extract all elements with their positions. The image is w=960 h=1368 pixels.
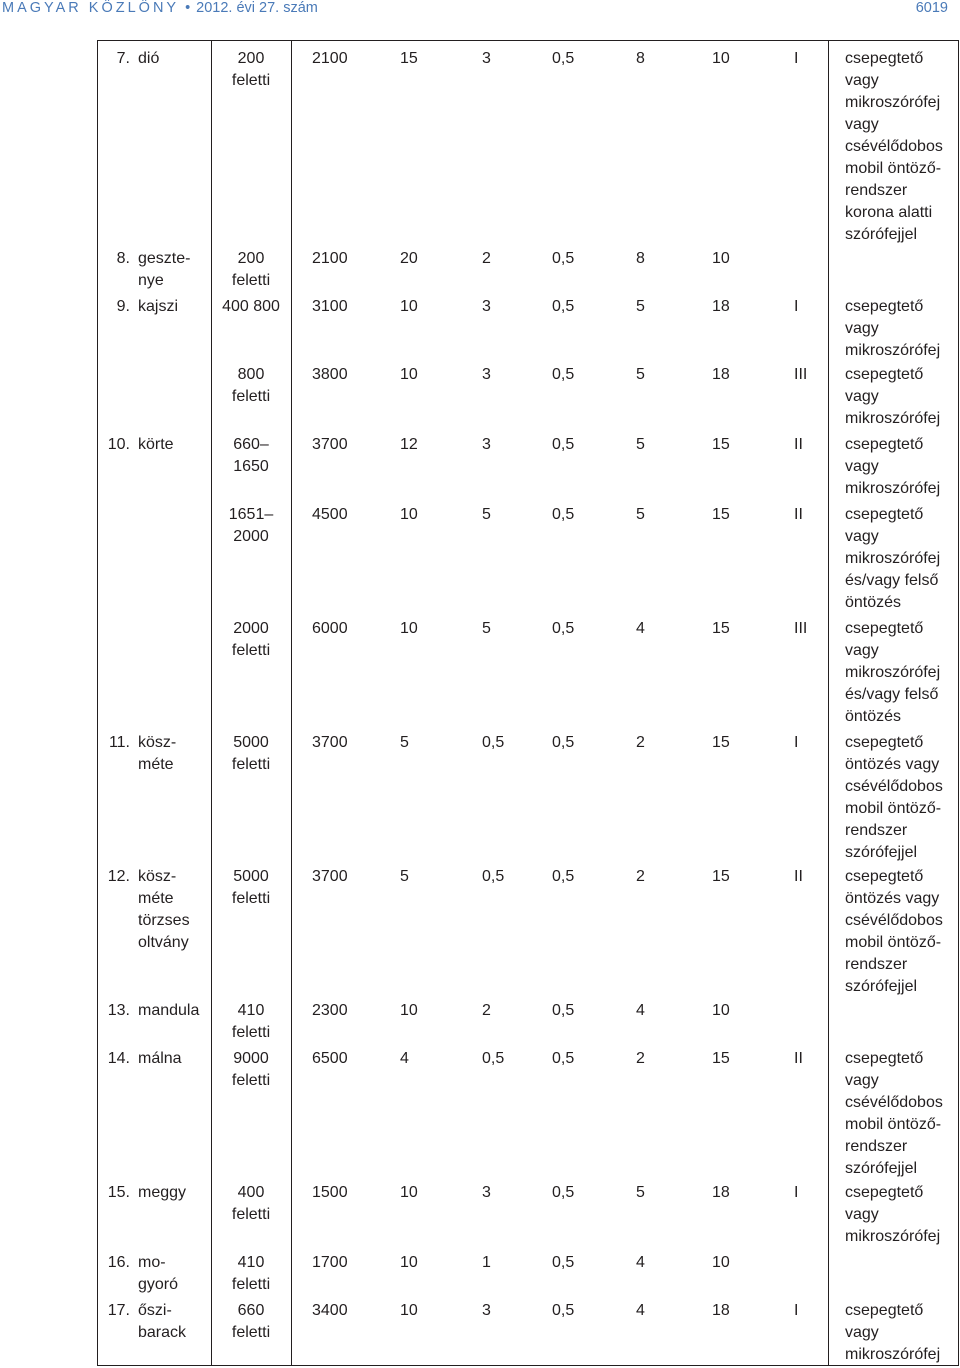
value-cell-v1: 3700 (312, 868, 348, 885)
value-cell-v2: 15 (400, 50, 418, 67)
irrigation-method: csepegtető (845, 868, 924, 885)
tree-count: 2000 (233, 528, 269, 545)
irrigation-method: rendszer (845, 182, 908, 199)
value-cell-v3: 1 (482, 1254, 491, 1271)
tree-count: feletti (231, 1276, 271, 1293)
tree-count: 400 (237, 1184, 265, 1201)
value-cell-v6: 18 (712, 1302, 730, 1319)
irrigation-method: korona alatti (845, 204, 933, 221)
publication-line (2, 0, 318, 16)
class-cell: II (794, 506, 803, 523)
value-cell-v2: 20 (400, 250, 418, 267)
fruit-name: málna (138, 1050, 182, 1067)
value-cell-v6: 15 (712, 868, 730, 885)
irrigation-method: csepegtető (845, 366, 924, 383)
value-cell-v3: 3 (482, 1302, 491, 1319)
value-cell-v5: 5 (636, 298, 645, 315)
irrigation-method: csepegtető (845, 506, 924, 523)
tree-count: feletti (231, 756, 271, 773)
irrigation-method: csepegtető (845, 734, 924, 751)
fruit-name: kösz- (138, 868, 177, 885)
class-cell: III (794, 620, 808, 637)
value-cell-v2: 10 (400, 1254, 418, 1271)
value-cell-v3: 3 (482, 366, 491, 383)
irrigation-method: mikroszórófej (845, 342, 941, 359)
fruit-name: gyoró (138, 1276, 179, 1293)
irrigation-method: öntözés vagy (845, 890, 940, 907)
tree-count: feletti (231, 1206, 271, 1223)
value-cell-v5: 4 (636, 620, 645, 637)
value-cell-v1: 6000 (312, 620, 348, 637)
value-cell-v1: 2100 (312, 250, 348, 267)
irrigation-method: mikroszórófej (845, 1228, 941, 1245)
tree-count: 9000 (233, 1050, 269, 1067)
value-cell-v5: 4 (636, 1254, 645, 1271)
value-cell-v5: 8 (636, 250, 645, 267)
value-cell-v6: 15 (712, 620, 730, 637)
value-cell-v1: 2100 (312, 50, 348, 67)
value-cell-v6: 18 (712, 298, 730, 315)
irrigation-method: csepegtető (845, 620, 924, 637)
tree-count: feletti (231, 72, 271, 89)
value-cell-v5: 4 (636, 1002, 645, 1019)
tree-count: feletti (231, 1024, 271, 1041)
value-cell-v4: 0,5 (552, 250, 575, 267)
irrigation-method: csévélődobos (845, 1094, 943, 1111)
tree-count: 5000 (233, 734, 269, 751)
irrigation-method: öntözés (845, 708, 902, 725)
value-cell-v2: 10 (400, 506, 418, 523)
irrigation-method: csepegtető (845, 1302, 924, 1319)
fruit-name: mandula (138, 1002, 200, 1019)
fruit-name: őszi- (138, 1302, 172, 1319)
value-cell-v5: 5 (636, 1184, 645, 1201)
value-cell-v2: 10 (400, 1302, 418, 1319)
irrigation-method: mikroszórófej (845, 664, 941, 681)
value-cell-v4: 0,5 (552, 1184, 575, 1201)
fruit-name: kajszi (138, 298, 179, 315)
tree-count: 800 (237, 366, 265, 383)
value-cell-v1: 6500 (312, 1050, 348, 1067)
irrigation-method: vagy (845, 1206, 879, 1223)
irrigation-method: vagy (845, 320, 879, 337)
row-number: 16. (107, 1254, 130, 1271)
value-cell-v6: 15 (712, 1050, 730, 1067)
irrigation-method: mikroszórófej (845, 410, 941, 427)
value-cell-v5: 5 (636, 436, 645, 453)
irrigation-method: szórófejjel (845, 1160, 918, 1177)
irrigation-method: csepegtető (845, 50, 924, 67)
fruit-name: kösz- (138, 734, 177, 751)
value-cell-v2: 10 (400, 1002, 418, 1019)
tree-count: 200 (237, 50, 265, 67)
value-cell-v3: 2 (482, 1002, 491, 1019)
tree-count: 200 (237, 250, 265, 267)
value-cell-v6: 10 (712, 250, 730, 267)
irrigation-method: csepegtető (845, 1184, 924, 1201)
value-cell-v2: 10 (400, 366, 418, 383)
value-cell-v1: 3400 (312, 1302, 348, 1319)
value-cell-v6: 15 (712, 506, 730, 523)
column-divider-name (211, 40, 212, 1366)
value-cell-v3: 3 (482, 436, 491, 453)
value-cell-v1: 3100 (312, 298, 348, 315)
value-cell-v2: 4 (400, 1050, 409, 1067)
value-cell-v5: 2 (636, 868, 645, 885)
tree-count: 1651– (228, 506, 274, 523)
value-cell-v6: 10 (712, 50, 730, 67)
fruit-name: barack (138, 1324, 187, 1341)
value-cell-v4: 0,5 (552, 298, 575, 315)
value-cell-v5: 2 (636, 734, 645, 751)
value-cell-v4: 0,5 (552, 436, 575, 453)
value-cell-v4: 0,5 (552, 734, 575, 751)
value-cell-v1: 3800 (312, 366, 348, 383)
class-cell: II (794, 1050, 803, 1067)
irrigation-method: rendszer (845, 956, 908, 973)
row-number: 8. (116, 250, 130, 267)
value-cell-v3: 0,5 (482, 868, 505, 885)
irrigation-method: vagy (845, 458, 879, 475)
page-header (0, 0, 960, 22)
value-cell-v1: 3700 (312, 734, 348, 751)
tree-count: feletti (231, 388, 271, 405)
value-cell-v2: 12 (400, 436, 418, 453)
value-cell-v2: 5 (400, 734, 409, 751)
irrigation-method: csévélődobos (845, 778, 943, 795)
irrigation-method: vagy (845, 388, 879, 405)
irrigation-method: szórófejjel (845, 226, 918, 243)
tree-count: 660– (233, 436, 269, 453)
row-number: 15. (107, 1184, 130, 1201)
irrigation-method: vagy (845, 1072, 879, 1089)
value-cell-v2: 10 (400, 1184, 418, 1201)
tree-count: 410 (237, 1254, 265, 1271)
tree-count: 1650 (233, 458, 269, 475)
column-divider-values (828, 40, 829, 1366)
value-cell-v5: 8 (636, 50, 645, 67)
irrigation-method: mikroszórófej (845, 480, 941, 497)
value-cell-v1: 2300 (312, 1002, 348, 1019)
row-number: 14. (107, 1050, 130, 1067)
irrigation-method: csepegtető (845, 436, 924, 453)
value-cell-v6: 18 (712, 1184, 730, 1201)
fruit-name: mo- (138, 1254, 166, 1271)
irrigation-method: öntözés (845, 594, 902, 611)
row-number: 11. (108, 734, 130, 751)
tree-count: 2000 (233, 620, 269, 637)
page-number: 6019 (915, 0, 948, 16)
tree-count: 660 (237, 1302, 265, 1319)
irrigation-method: mobil öntöző- (845, 1116, 942, 1133)
value-cell-v3: 5 (482, 506, 491, 523)
irrigation-method: rendszer (845, 1138, 908, 1155)
irrigation-method: csepegtető (845, 1050, 924, 1067)
tree-count: feletti (231, 890, 271, 907)
issue-date: 2012. évi 27. szám (196, 0, 318, 16)
value-cell-v4: 0,5 (552, 620, 575, 637)
irrigation-method: és/vagy felső (845, 686, 939, 703)
class-cell: I (794, 50, 799, 67)
row-number: 17. (107, 1302, 130, 1319)
row-number: 12. (107, 868, 130, 885)
value-cell-v6: 18 (712, 366, 730, 383)
irrigation-method: vagy (845, 116, 879, 133)
fruit-name: nye (138, 272, 164, 289)
value-cell-v5: 5 (636, 366, 645, 383)
tree-count: 400 800 (222, 298, 280, 315)
row-number: 9. (116, 298, 130, 315)
irrigation-method: mikroszórófej (845, 1346, 941, 1363)
value-cell-v3: 3 (482, 1184, 491, 1201)
fruit-name: törzses (138, 912, 190, 929)
value-cell-v2: 5 (400, 868, 409, 885)
value-cell-v1: 4500 (312, 506, 348, 523)
value-cell-v6: 10 (712, 1254, 730, 1271)
irrigation-method: szórófejjel (845, 844, 918, 861)
value-cell-v6: 15 (712, 734, 730, 751)
irrigation-method: mikroszórófej (845, 550, 941, 567)
value-cell-v3: 3 (482, 50, 491, 67)
fruit-name: dió (138, 50, 160, 67)
fruit-name: meggy (138, 1184, 187, 1201)
value-cell-v1: 1500 (312, 1184, 348, 1201)
fruit-name: oltvány (138, 934, 189, 951)
row-number: 7. (116, 50, 130, 67)
value-cell-v3: 2 (482, 250, 491, 267)
row-number: 13. (107, 1002, 130, 1019)
irrigation-method: csévélődobos (845, 138, 943, 155)
tree-count: 5000 (233, 868, 269, 885)
value-cell-v1: 3700 (312, 436, 348, 453)
value-cell-v5: 2 (636, 1050, 645, 1067)
fruit-name: körte (138, 436, 174, 453)
column-divider-amount (291, 40, 292, 1366)
class-cell: II (794, 436, 803, 453)
tree-count: 410 (237, 1002, 265, 1019)
irrigation-method: és/vagy felső (845, 572, 939, 589)
irrigation-method: öntözés vagy (845, 756, 940, 773)
value-cell-v1: 1700 (312, 1254, 348, 1271)
table-frame (97, 40, 959, 1366)
value-cell-v3: 3 (482, 298, 491, 315)
fruit-name: méte (138, 756, 174, 773)
value-cell-v4: 0,5 (552, 50, 575, 67)
irrigation-method: mobil öntöző- (845, 160, 942, 177)
class-cell: I (794, 1184, 799, 1201)
irrigation-method: mobil öntöző- (845, 800, 942, 817)
value-cell-v4: 0,5 (552, 506, 575, 523)
value-cell-v4: 0,5 (552, 1002, 575, 1019)
value-cell-v3: 5 (482, 620, 491, 637)
irrigation-method: vagy (845, 1324, 879, 1341)
fruit-name: geszte- (138, 250, 191, 267)
value-cell-v5: 5 (636, 506, 645, 523)
value-cell-v4: 0,5 (552, 1302, 575, 1319)
irrigation-method: vagy (845, 642, 879, 659)
irrigation-method: csepegtető (845, 298, 924, 315)
class-cell: I (794, 298, 799, 315)
bullet-separator: • (185, 0, 191, 16)
tree-count: feletti (231, 1324, 271, 1341)
row-number: 10. (107, 436, 130, 453)
class-cell: II (794, 868, 803, 885)
value-cell-v4: 0,5 (552, 1050, 575, 1067)
value-cell-v6: 15 (712, 436, 730, 453)
class-cell: III (794, 366, 808, 383)
irrigation-method: rendszer (845, 822, 908, 839)
publication-title: MAGYAR KÖZLÖNY (2, 0, 180, 16)
irrigation-method: mobil öntöző- (845, 934, 942, 951)
value-cell-v5: 4 (636, 1302, 645, 1319)
value-cell-v4: 0,5 (552, 868, 575, 885)
class-cell: I (794, 734, 799, 751)
value-cell-v4: 0,5 (552, 1254, 575, 1271)
value-cell-v6: 10 (712, 1002, 730, 1019)
irrigation-method: mikroszórófej (845, 94, 941, 111)
value-cell-v3: 0,5 (482, 734, 505, 751)
irrigation-method: vagy (845, 528, 879, 545)
tree-count: feletti (231, 642, 271, 659)
value-cell-v4: 0,5 (552, 366, 575, 383)
value-cell-v2: 10 (400, 620, 418, 637)
value-cell-v2: 10 (400, 298, 418, 315)
value-cell-v3: 0,5 (482, 1050, 505, 1067)
irrigation-method: vagy (845, 72, 879, 89)
fruit-name: méte (138, 890, 174, 907)
tree-count: feletti (231, 272, 271, 289)
irrigation-method: csévélődobos (845, 912, 943, 929)
tree-count: feletti (231, 1072, 271, 1089)
irrigation-method: szórófejjel (845, 978, 918, 995)
class-cell: I (794, 1302, 799, 1319)
